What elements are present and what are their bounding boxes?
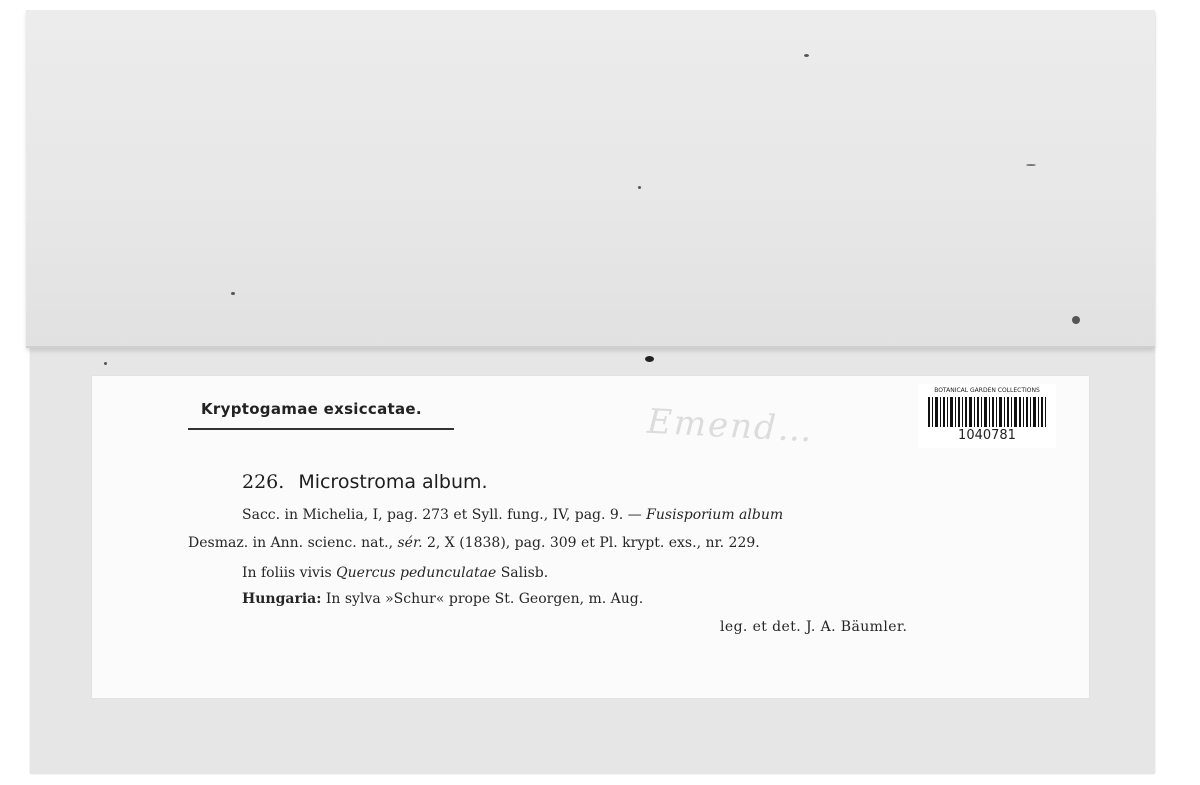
reference-line-1 xyxy=(242,507,783,523)
paper-speck xyxy=(1026,164,1036,166)
barcode-caption: BOTANICAL GARDEN COLLECTIONS xyxy=(934,387,1040,394)
host-author: Salisb. xyxy=(496,565,549,581)
reference-line-2 xyxy=(188,535,760,551)
paper-speck xyxy=(804,54,809,57)
locality-text: In sylva »Schur« prope St. Georgen, m. Aug. xyxy=(321,591,644,607)
paper-speck xyxy=(1072,316,1080,324)
species-name: Microstroma album. xyxy=(298,471,488,493)
reference-text: Sacc. in Michelia, I, pag. 273 et Syll. fung., IV, pag. 9. — xyxy=(242,507,647,523)
barcode-number: 1040781 xyxy=(958,428,1016,443)
title-underline xyxy=(188,428,454,430)
paper-speck xyxy=(104,362,107,365)
habitat-line xyxy=(242,565,548,581)
paper-speck xyxy=(638,186,641,189)
species-number: 226. xyxy=(242,471,285,493)
reference-post: 2, X (1838), pag. 309 et Pl. krypt. exs., nr. 229. xyxy=(422,535,760,551)
habitat-pre: In foliis vivis xyxy=(242,565,337,581)
paper-speck xyxy=(231,292,235,295)
host-name: Quercus pedunculatae xyxy=(336,565,497,581)
synonym-name: Fusisporium album xyxy=(646,507,784,523)
barcode-icon xyxy=(928,397,1046,427)
printed-label xyxy=(92,376,1089,698)
locality-line xyxy=(242,591,643,607)
pencil-annotation: Emend… xyxy=(646,401,815,451)
paper-speck xyxy=(645,356,654,362)
envelope-flap xyxy=(26,10,1155,348)
series-title: Kryptogamae exsiccatae. xyxy=(201,400,422,418)
locality-region: Hungaria: xyxy=(242,591,322,607)
barcode-sticker xyxy=(918,384,1056,448)
series-abbrev: sér. xyxy=(397,535,423,551)
collector-line: leg. et det. J. A. Bäumler. xyxy=(720,619,908,635)
reference-pre: Desmaz. in Ann. scienc. nat., xyxy=(188,535,398,551)
species-heading xyxy=(242,471,488,493)
